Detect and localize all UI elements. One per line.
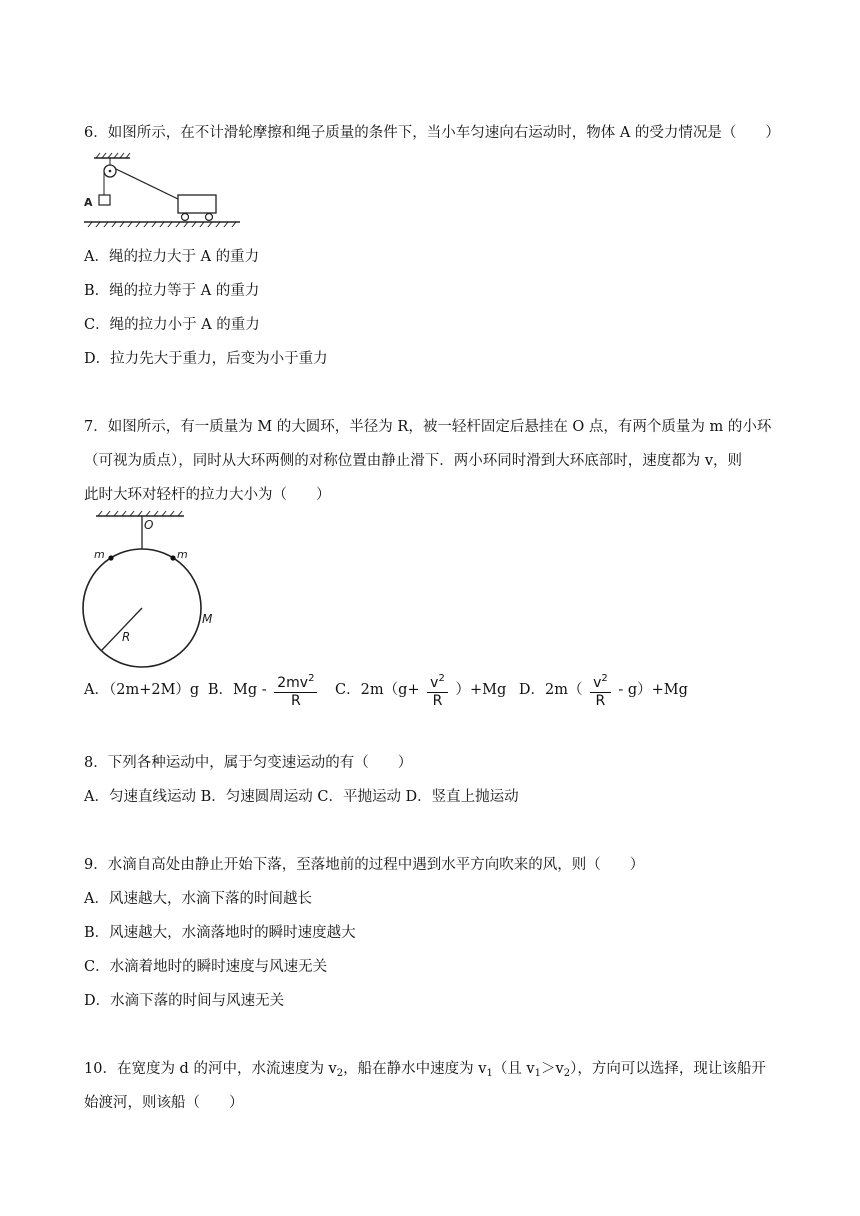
q7-figure-hoop xyxy=(80,508,220,668)
q7-label-o: O xyxy=(144,518,154,532)
q10-stem-part3: （且 v xyxy=(492,1061,535,1077)
q9-option-c: C．水滴着地时的瞬时速度与风速无关 xyxy=(84,959,328,975)
q7-option-d-suffix: - g）+Mg xyxy=(618,682,688,698)
q7-option-c-prefix: C．2m（g+ xyxy=(335,682,420,698)
q7-stem-line1: 7．如图所示，有一质量为 M 的大圆环，半径为 R，被一轻杆固定后悬挂在 O 点，有两个质量为 m 的小环 xyxy=(84,419,772,435)
q10-sub-2a: 2 xyxy=(336,1068,344,1079)
q6-option-b: B．绳的拉力等于 A 的重力 xyxy=(84,283,260,299)
q7-option-c-num: v xyxy=(430,675,439,691)
q10-stem-line2: 始渡河，则该船（ ） xyxy=(84,1095,244,1111)
q8-stem: 8．下列各种运动中，属于匀变速运动的有（ ） xyxy=(84,755,413,771)
q9-option-d: D．水滴下落的时间与风速无关 xyxy=(84,993,285,1009)
q8-options: A．匀速直线运动 B．匀速圆周运动 C．平抛运动 D．竖直上抛运动 xyxy=(84,789,519,805)
q7-option-d-prefix: D．2m（ xyxy=(518,682,583,698)
q10-stem-line1 xyxy=(84,1059,766,1084)
q10-stem-part5: ），方向可以选择，现让该船开 xyxy=(570,1061,766,1077)
q10-stem-part1: 10．在宽度为 d 的河中，水流速度为 v xyxy=(84,1061,337,1077)
q10-stem-part2: ，船在静水中速度为 v xyxy=(343,1061,487,1077)
q7-option-d-num: v xyxy=(593,675,602,691)
q7-stem-line3: 此时大环对轻杆的拉力大小为（ ） xyxy=(84,487,331,503)
q9-option-a: A．风速越大，水滴下落的时间越长 xyxy=(84,891,312,907)
q10-stem-part4: ＞v xyxy=(541,1061,564,1077)
q7-option-c-exp: 2 xyxy=(438,673,445,684)
q7-label-m-right: m xyxy=(177,548,188,561)
q7-stem-line2: （可视为质点），同时从大环两侧的对称位置由静止滑下．两小环同时滑到大环底部时，速度都为 v，则 xyxy=(84,453,743,469)
q7-option-c-fraction xyxy=(427,670,448,710)
q10-sub-1a: 1 xyxy=(486,1068,493,1079)
q7-option-b-num: 2mv xyxy=(277,675,309,691)
q7-option-b-exp: 2 xyxy=(308,673,315,684)
q7-option-d-fraction xyxy=(590,670,611,710)
q7-option-b-fraction xyxy=(274,670,317,710)
q7-option-b-den: R xyxy=(290,693,301,709)
q7-option-d-den: R xyxy=(595,693,606,709)
q7-label-r: R xyxy=(122,630,131,644)
q6-option-d: D．拉力先大于重力，后变为小于重力 xyxy=(84,351,328,367)
q10-sub-1b: 1 xyxy=(534,1068,542,1079)
q9-stem: 9．水滴自高处由静止开始下落，至落地前的过程中遇到水平方向吹来的风，则（ ） xyxy=(84,857,645,873)
q10-sub-2b: 2 xyxy=(563,1068,571,1079)
q7-label-m-left: m xyxy=(94,548,105,561)
q9-option-b: B．风速越大，水滴落地时的瞬时速度越大 xyxy=(84,925,356,941)
q6-stem: 6．如图所示，在不计滑轮摩擦和绳子质量的条件下，当小车匀速向右运动时，物体 A 的受力情况是（ ） xyxy=(84,125,780,141)
q7-option-b-prefix: B．Mg - xyxy=(207,682,267,698)
q7-options xyxy=(84,670,688,710)
q7-label-big-m: M xyxy=(202,612,213,626)
q7-option-a: A．（2m+2M）g xyxy=(84,682,200,698)
q7-option-d-exp: 2 xyxy=(601,673,608,684)
q6-figure-pulley-cart xyxy=(82,152,247,232)
q6-label-a: A xyxy=(84,196,93,209)
q6-option-a: A．绳的拉力大于 A 的重力 xyxy=(84,249,260,265)
q7-option-c-suffix: ）+Mg xyxy=(455,682,507,698)
q7-option-c-den: R xyxy=(432,693,443,709)
q6-option-c: C．绳的拉力小于 A 的重力 xyxy=(84,317,260,333)
